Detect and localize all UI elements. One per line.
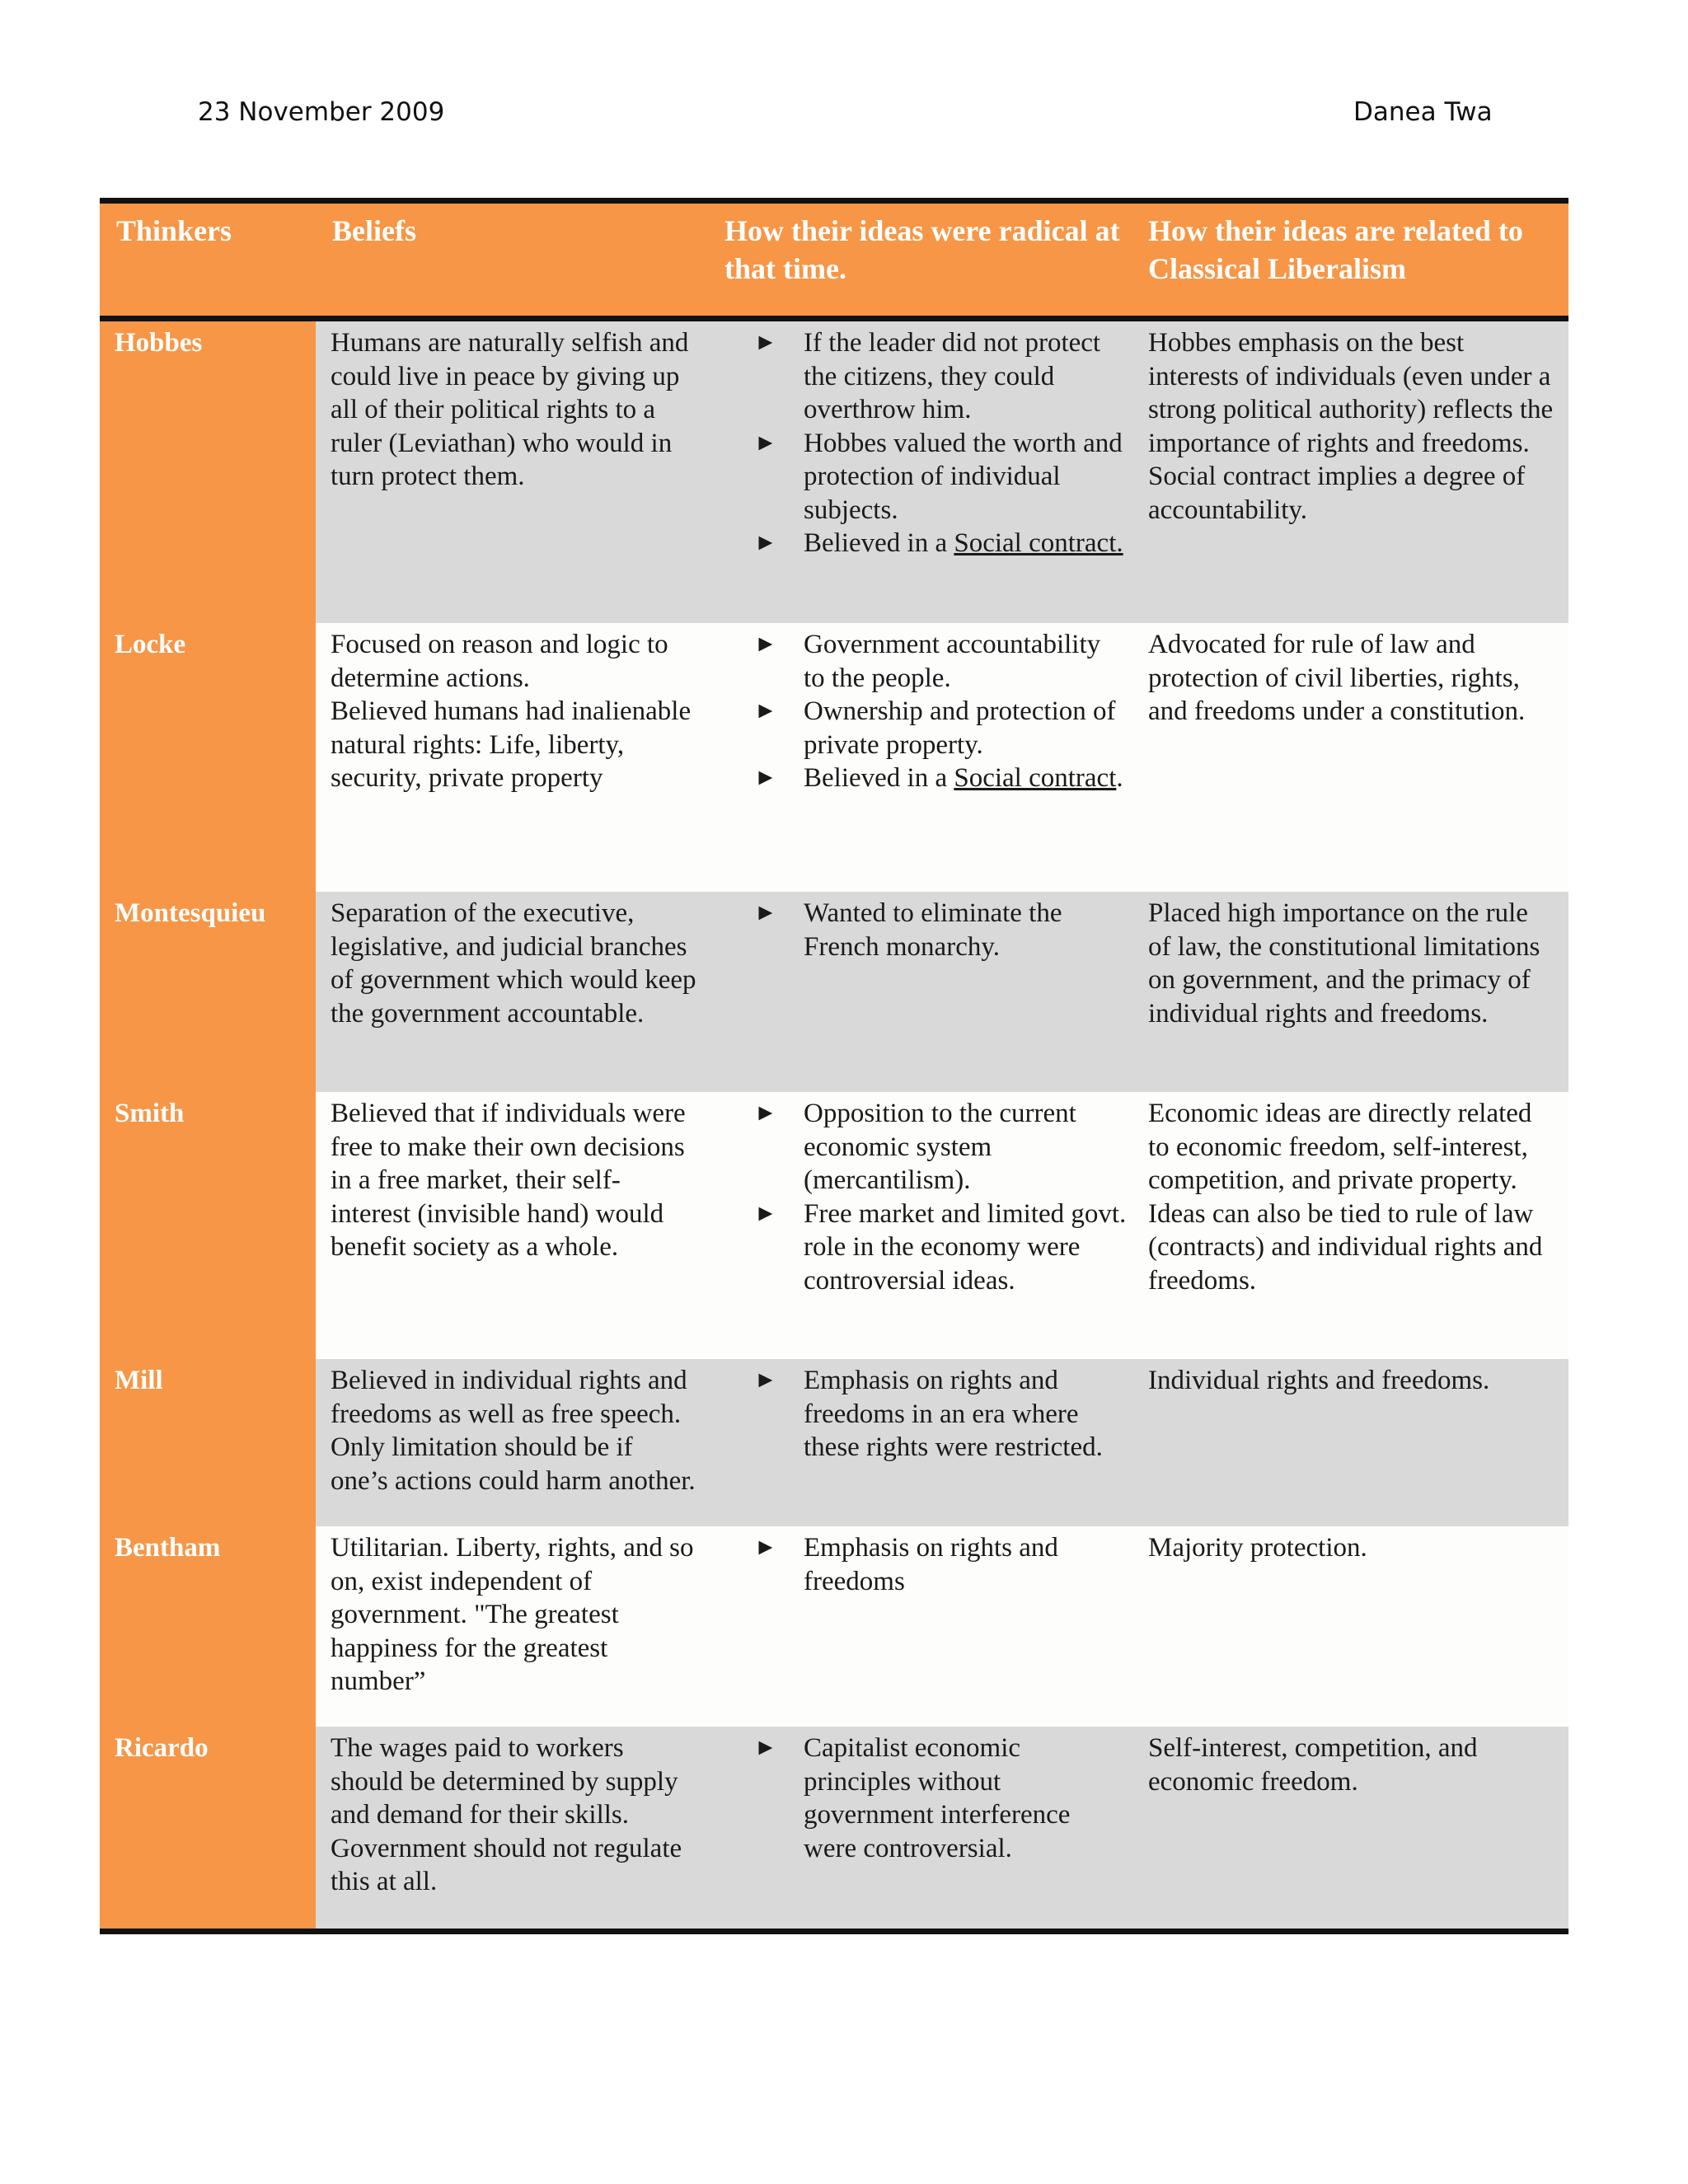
beliefs-cell xyxy=(316,623,708,892)
bullet-arrow-icon: ► xyxy=(754,1200,777,1226)
liberalism-paragraph: Ideas can also be tied to rule of law (contracts) and individual rights and freedoms. xyxy=(1148,1198,1543,1296)
table-row xyxy=(100,1526,1568,1727)
radical-cell xyxy=(708,1092,1138,1359)
liberalism-cell xyxy=(1138,892,1568,1092)
bullet-text xyxy=(804,1364,1127,1465)
bullet-text xyxy=(804,1197,1127,1298)
table-row xyxy=(100,623,1568,892)
bullet-text xyxy=(804,527,1127,560)
thinker-name: Smith xyxy=(100,1092,316,1359)
radical-bullet xyxy=(754,1197,1127,1298)
liberalism-cell xyxy=(1138,1092,1568,1359)
thinker-name: Mill xyxy=(100,1359,316,1526)
liberalism-paragraph: Majority protection. xyxy=(1148,1533,1367,1563)
bullet-text xyxy=(804,1531,1127,1598)
liberalism-paragraph: Individual rights and freedoms. xyxy=(1148,1366,1490,1395)
bullet-arrow-icon: ► xyxy=(754,1100,777,1126)
table-row xyxy=(100,1359,1568,1526)
bullet-text-main: If the leader did not protect the citizens, they could overthrow him. xyxy=(804,328,1101,424)
table-row xyxy=(100,1092,1568,1359)
column-header-radical: How their ideas were radical at that time. xyxy=(724,214,1120,285)
bullet-text xyxy=(804,1097,1127,1197)
liberalism-paragraph: Placed high importance on the rule of law, the constitutional limitations on government, and the primacy of individual rights and freedoms. xyxy=(1148,898,1540,1029)
radical-cell xyxy=(708,1359,1138,1526)
thinker-name: Locke xyxy=(100,623,316,892)
bullet-text-main: Believed in a xyxy=(804,528,954,558)
radical-bullet xyxy=(754,1097,1127,1197)
thinker-name: Hobbes xyxy=(100,321,316,623)
table-row xyxy=(100,1727,1568,1929)
bullet-arrow-icon: ► xyxy=(754,1535,777,1560)
beliefs-paragraph: Separation of the executive, legislative, and judicial branches of government which would keep the government accountable. xyxy=(331,898,696,1029)
thinker-name: Ricardo xyxy=(100,1727,316,1929)
beliefs-cell xyxy=(316,1727,708,1929)
bullet-text-main: Ownership and protection of private property. xyxy=(804,696,1116,760)
beliefs-paragraph: The wages paid to workers should be determined by supply and demand for their skills. Government should not regulate this at all. xyxy=(331,1733,682,1896)
liberalism-cell xyxy=(1138,1727,1568,1929)
beliefs-paragraph: Believed humans had inalienable natural rights: Life, liberty, security, private property xyxy=(331,696,692,793)
radical-cell xyxy=(708,1526,1138,1727)
bullet-text xyxy=(804,326,1127,427)
bullet-arrow-icon: ► xyxy=(754,1735,777,1760)
radical-bullet xyxy=(754,1531,1127,1598)
liberalism-paragraph: Self-interest, competition, and economic freedom. xyxy=(1148,1733,1478,1797)
radical-cell xyxy=(708,892,1138,1092)
liberalism-cell xyxy=(1138,1526,1568,1727)
bullet-arrow-icon: ► xyxy=(754,900,777,926)
bullet-text-main: Wanted to eliminate the French monarchy. xyxy=(804,898,1062,962)
radical-bullet xyxy=(754,1732,1127,1865)
bullet-arrow-icon: ► xyxy=(754,631,777,657)
bullet-text-main: Emphasis on rights and freedoms xyxy=(804,1533,1058,1596)
beliefs-paragraph: Humans are naturally selfish and could live in peace by giving up all of their political rights to a ruler (Leviathan) who would in turn protect them. xyxy=(331,328,689,491)
social-contract-link[interactable]: Social contract. xyxy=(954,528,1123,558)
liberalism-paragraph: Hobbes emphasis on the best interests of individuals (even under a strong political authority) reflects the importance of rights and freedoms. Social contract implies a degree of accountability. xyxy=(1148,328,1554,525)
bullet-text-main: Opposition to the current economic system (mercantilism). xyxy=(804,1099,1076,1195)
beliefs-cell xyxy=(316,1359,708,1526)
radical-bullet xyxy=(754,1364,1127,1465)
bullet-text-main: Believed in a xyxy=(804,763,954,793)
social-contract-link[interactable]: Social contract xyxy=(954,763,1117,793)
liberalism-cell xyxy=(1138,623,1568,892)
beliefs-cell xyxy=(316,892,708,1092)
bullet-text xyxy=(804,695,1127,762)
bullet-text xyxy=(804,1732,1127,1865)
beliefs-paragraph: Utilitarian. Liberty, rights, and so on, exist independent of government. "The greatest happiness for the greatest number” xyxy=(331,1533,694,1696)
thinkers-table xyxy=(100,198,1568,1934)
bullet-arrow-icon: ► xyxy=(754,429,777,456)
bullet-text-main: Emphasis on rights and freedoms in an era where these rights were restricted. xyxy=(804,1366,1103,1462)
radical-cell xyxy=(708,623,1138,892)
radical-bullet xyxy=(754,527,1127,560)
table-row xyxy=(100,321,1568,623)
radical-bullet xyxy=(754,762,1127,795)
bullet-text-main: Government accountability to the people. xyxy=(804,630,1101,693)
bullet-text xyxy=(804,762,1127,795)
table-row xyxy=(100,892,1568,1092)
beliefs-cell xyxy=(316,321,708,623)
thinker-name: Bentham xyxy=(100,1526,316,1727)
bullet-arrow-icon: ► xyxy=(754,330,777,355)
column-header-beliefs: Beliefs xyxy=(332,214,416,247)
liberalism-paragraph: Advocated for rule of law and protection of civil liberties, rights, and freedoms under a constitution. xyxy=(1148,630,1526,726)
bullet-text-main: Capitalist economic principles without government interference were controversial. xyxy=(804,1733,1071,1863)
bullet-text-tail: . xyxy=(1116,763,1123,793)
column-header-liberalism: How their ideas are related to Classical Liberalism xyxy=(1148,214,1523,285)
bullet-text xyxy=(804,897,1127,963)
bullet-text-main: Hobbes valued the worth and protection of individual subjects. xyxy=(804,428,1123,525)
beliefs-paragraph: Focused on reason and logic to determine actions. xyxy=(331,630,668,693)
table-header-row xyxy=(100,204,1568,321)
bullet-arrow-icon: ► xyxy=(754,765,777,790)
liberalism-cell xyxy=(1138,1359,1568,1526)
beliefs-paragraph: Believed in individual rights and freedoms as well as free speech. Only limitation should be if one’s actions could harm another. xyxy=(331,1366,696,1496)
document-author: Danea Twa xyxy=(1353,97,1493,127)
bullet-arrow-icon: ► xyxy=(754,698,777,724)
liberalism-cell xyxy=(1138,321,1568,623)
radical-cell xyxy=(708,321,1138,623)
radical-bullet xyxy=(754,628,1127,695)
document-date: 23 November 2009 xyxy=(198,97,445,127)
bullet-text-main: Free market and limited govt. role in the economy were controversial ideas. xyxy=(804,1198,1127,1296)
beliefs-paragraph: Believed that if individuals were free to make their own decisions in a free market, their self-interest (invisible hand) would benefit society as a whole. xyxy=(331,1099,686,1262)
liberalism-paragraph: Economic ideas are directly related to economic freedom, self-interest, competition, and private property. xyxy=(1148,1099,1532,1195)
thinker-name: Montesquieu xyxy=(100,892,316,1092)
bullet-text xyxy=(804,628,1127,695)
radical-cell xyxy=(708,1727,1138,1929)
beliefs-cell xyxy=(316,1092,708,1359)
radical-bullet xyxy=(754,897,1127,963)
radical-bullet xyxy=(754,695,1127,762)
bullet-arrow-icon: ► xyxy=(754,1367,777,1393)
radical-bullet xyxy=(754,427,1127,527)
radical-bullet xyxy=(754,326,1127,427)
bullet-text xyxy=(804,427,1127,527)
beliefs-cell xyxy=(316,1526,708,1727)
bullet-arrow-icon: ► xyxy=(754,530,777,555)
column-header-thinkers: Thinkers xyxy=(116,214,232,247)
